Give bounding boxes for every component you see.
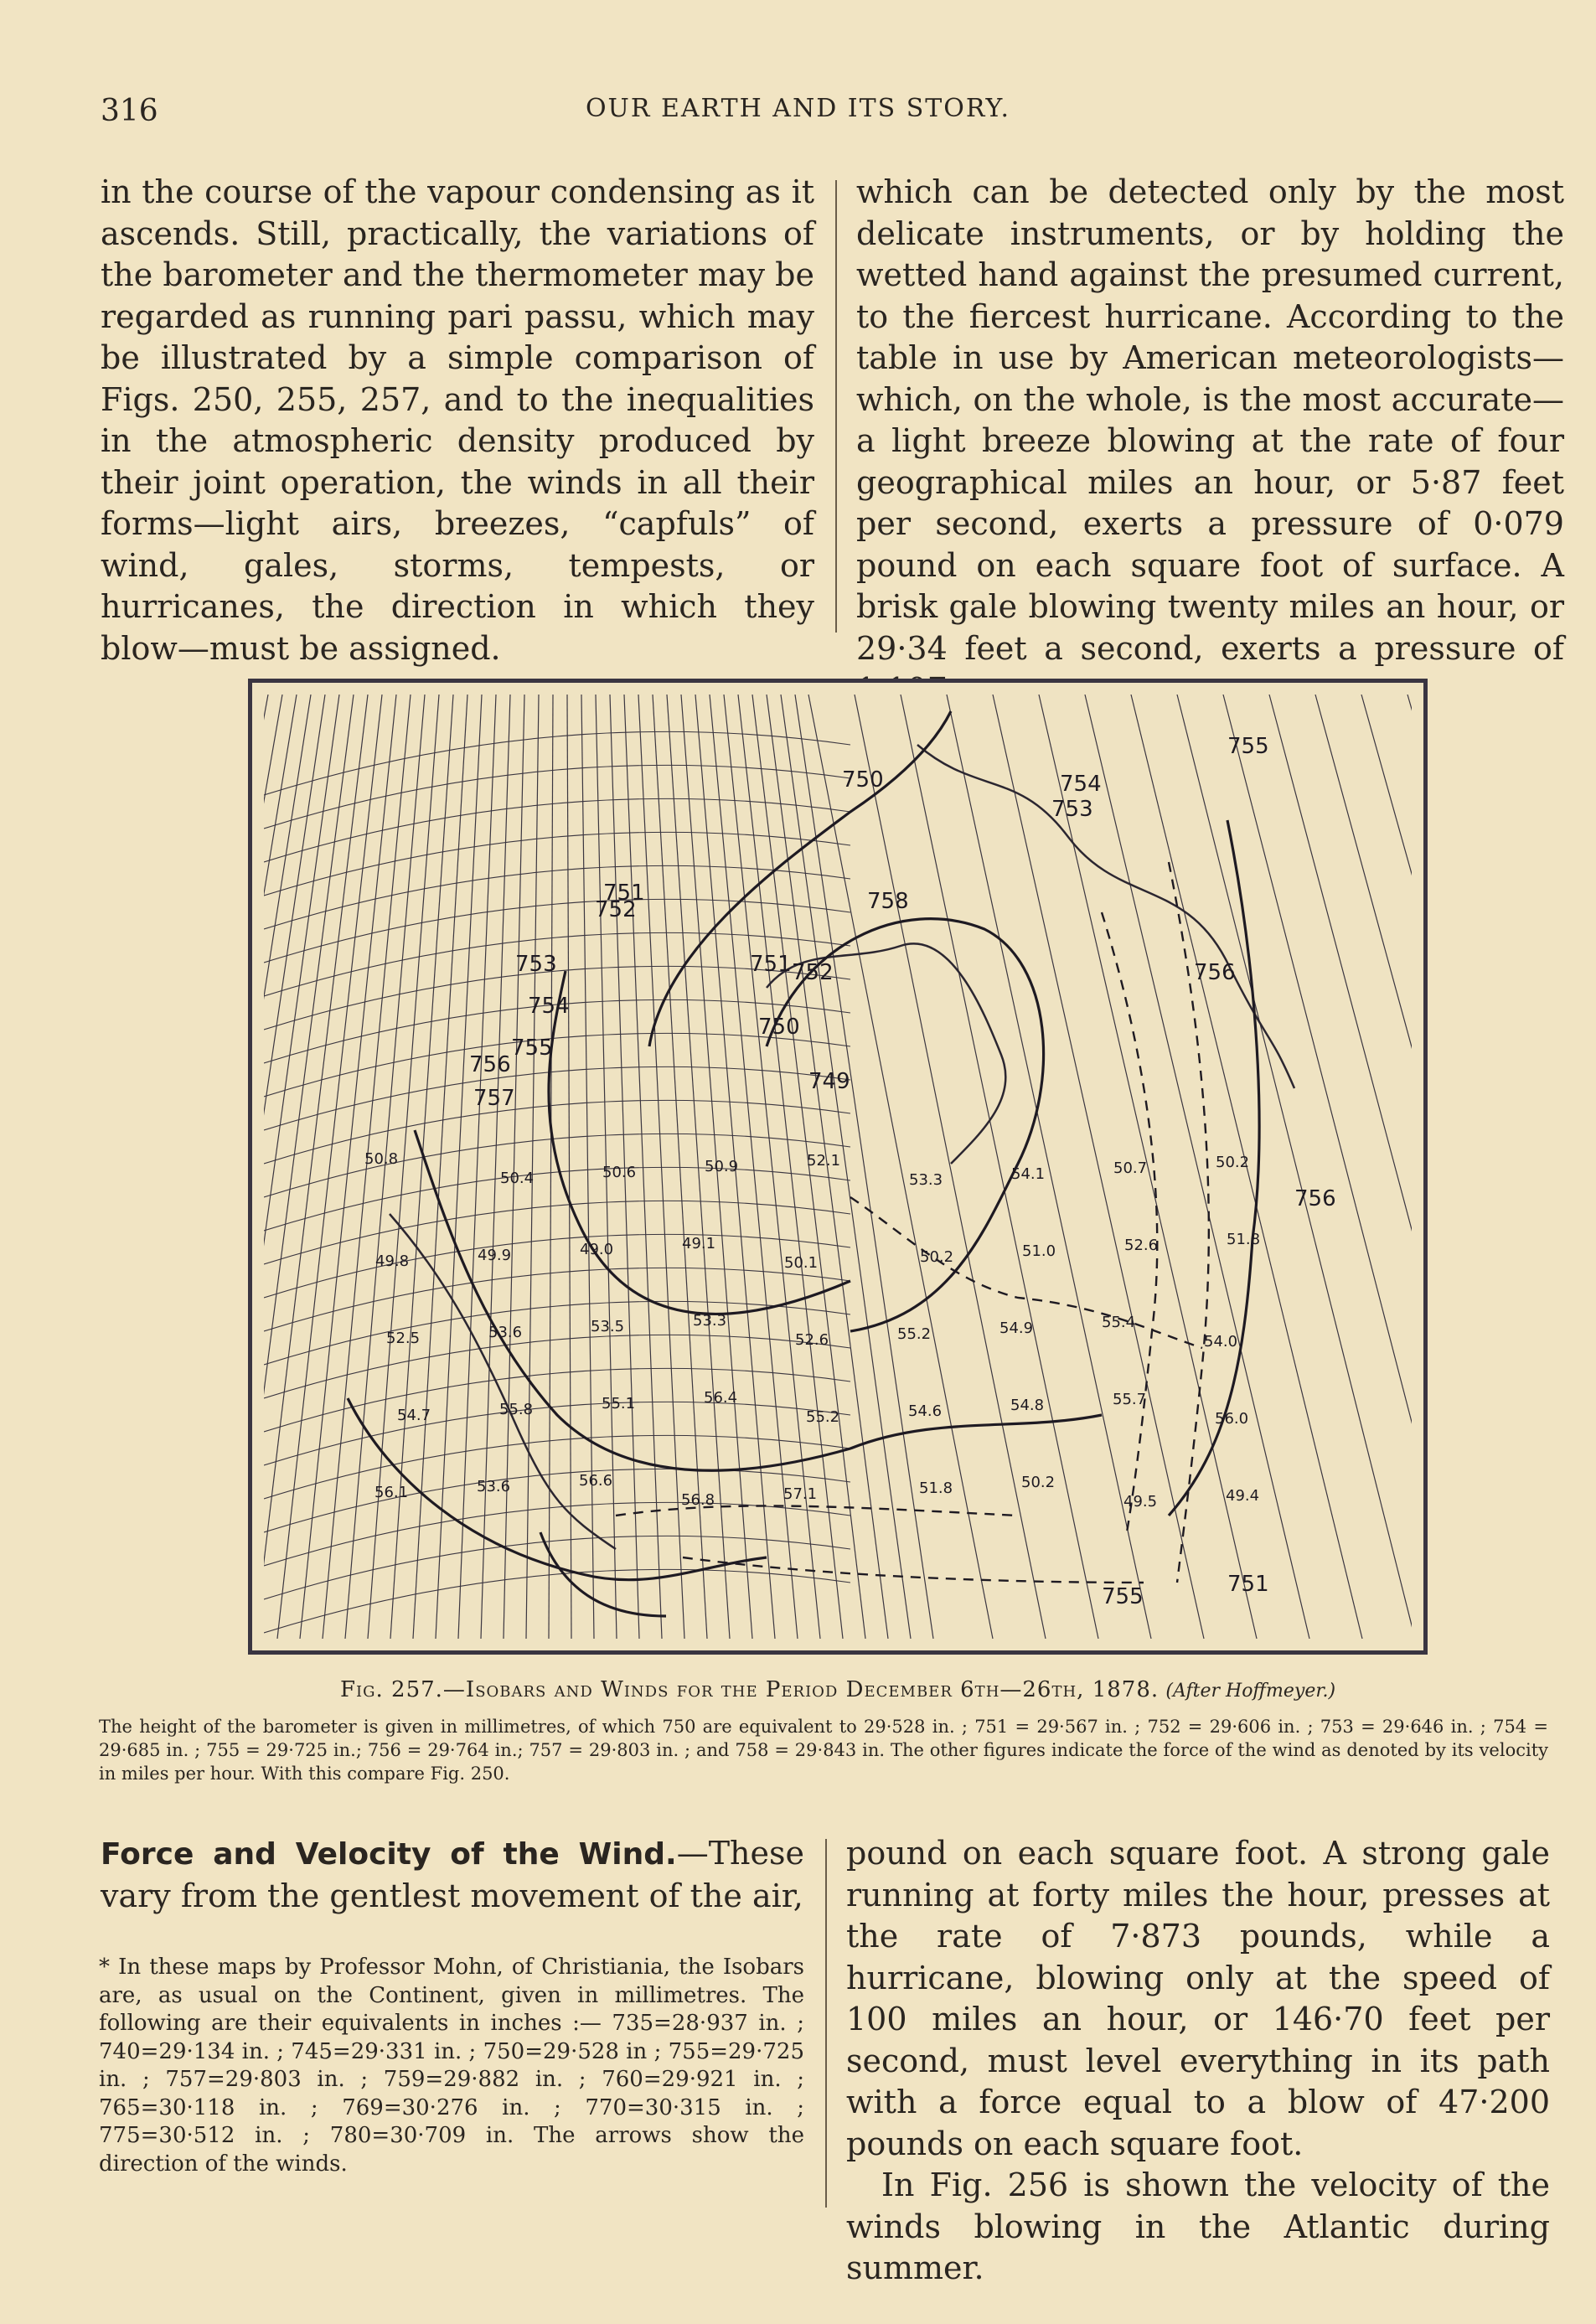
wind-speed-label: 49.8 (375, 1252, 410, 1270)
isobar-label: 756 (1194, 960, 1236, 985)
meridian-line (1407, 695, 1412, 1639)
right-bottom-paragraph-1: pound on each square foot. A strong gale running at forty miles the hour, presses at the rate of 7·873 pounds, while a hurricane, blowing only at the speed of 100 miles an hour, or 146·70 feet per second, must level everything in its path with a force equal to a blow of 47·200 pounds on each square foot. (846, 1835, 1550, 2162)
meridian-line (481, 695, 510, 1639)
wind-speed-label: 52.5 (386, 1330, 421, 1347)
meridian-line (1269, 695, 1412, 1639)
wind-speed-label: 55.4 (1102, 1314, 1136, 1331)
coastline (390, 1214, 616, 1549)
wind-speed-label: 57.1 (783, 1485, 818, 1503)
parallel-line (264, 1167, 850, 1231)
right-column-top (856, 172, 1564, 711)
isobar-label: 756 (1294, 1186, 1336, 1211)
wind-speed-label: 55.7 (1113, 1391, 1147, 1408)
isobar-label: 749 (808, 1069, 850, 1094)
wind-speed-label: 50.2 (920, 1248, 954, 1266)
wind-speed-label: 53.6 (477, 1478, 511, 1495)
isobar-label: 755 (511, 1035, 553, 1061)
parallel-line (264, 1402, 850, 1465)
wind-speed-label: 50.1 (784, 1254, 819, 1272)
isobar-label: 753 (515, 952, 557, 977)
meridian-line (526, 695, 539, 1639)
figure-caption (248, 1677, 1428, 1702)
isobar-dashed-line (1102, 912, 1157, 1532)
wind-speed-label: 50.4 (500, 1170, 535, 1187)
right-column-bottom (846, 1833, 1550, 2290)
wind-speed-label: 50.7 (1113, 1159, 1148, 1177)
footnote: * In these maps by Professor Mohn, of Christiania, the Isobars are, as usual on the Continent, given in millimetres. The following are their equivalents in inches :— 735=28·937 in. ; 740=29·134 in. ; 745=29·331 in. ; 750=29·528 in ; 755=29·725 in. ; 757=29·803 in. ; 759=29·882 in. ; 760=29·921 in. ; 765=30·118 in. ; 769=30·276 in. ; 770=30·315 in. ; 775=30·512 in. ; 780=30·709 in. The arrows show the direction of the winds. (99, 1955, 804, 2177)
wind-speed-label: 51.0 (1022, 1242, 1056, 1260)
wind-speed-label: 51.8 (919, 1480, 953, 1497)
page-header (101, 94, 1495, 136)
isobar-label: 752 (595, 897, 637, 922)
wind-speed-label: 55.8 (499, 1401, 534, 1418)
wind-speed-label: 52.6 (795, 1331, 829, 1349)
running-title: OUR EARTH AND ITS STORY. (585, 94, 1011, 123)
wind-speed-label: 54.1 (1011, 1165, 1046, 1183)
left-column-bottom (101, 1833, 804, 1917)
wind-speed-label: 54.8 (1010, 1397, 1045, 1414)
wind-speed-label: 50.6 (602, 1164, 637, 1181)
parallel-line (264, 731, 850, 795)
wind-speed-label: 55.2 (897, 1325, 932, 1343)
wind-speed-label: 50.8 (364, 1150, 399, 1168)
wind-speed-label: 56.0 (1215, 1410, 1249, 1428)
isobar-label: 754 (1060, 772, 1102, 797)
section-intro: —These vary from the gentlest movement of the air, (101, 1835, 804, 1914)
wind-speed-label: 55.1 (602, 1395, 636, 1412)
wind-speed-label: 53.3 (909, 1171, 943, 1189)
wind-speed-label: 51.8 (1227, 1231, 1261, 1248)
wind-speed-label: 53.3 (693, 1312, 727, 1330)
isobar-label: 756 (469, 1052, 511, 1077)
meridian-line (1177, 695, 1412, 1639)
wind-speed-label: 49.9 (478, 1247, 512, 1264)
wind-speed-label: 54.6 (908, 1402, 943, 1420)
parallel-line (264, 865, 850, 929)
meridian-line (413, 695, 467, 1639)
wind-speed-label: 56.8 (681, 1491, 715, 1509)
isobar-line (348, 1398, 767, 1580)
isobar-label: 755 (1102, 1584, 1144, 1609)
right-top-paragraph: which can be detected only by the most delicate instruments, or by holding the wetted hand against the presumed current, to the fiercest hurricane. According to the table in use by American meteorologists—which, on the whole, is the most accurate—a light breeze blowing at the rate of four geographical miles an hour, or 5·87 feet per second, exerts a pressure of 0·079 pound on each square foot of surface. A brisk gale blowing twenty miles an hour, or 29·34 feet a second, exerts a pressure of (856, 173, 1564, 667)
meridian-line (1315, 695, 1412, 1639)
parallel-line (264, 1033, 850, 1097)
wind-speed-label: 54.0 (1204, 1333, 1238, 1351)
isobar-label: 754 (528, 994, 570, 1019)
right-bottom-paragraph-2: In Fig. 256 is shown the velocity of the winds blowing in the Atlantic during summer. (846, 2166, 1550, 2286)
wind-speed-label: 52.6 (1124, 1237, 1159, 1254)
column-divider-bottom (825, 1839, 827, 2208)
wind-speed-label: 49.4 (1226, 1487, 1260, 1505)
wind-speed-label: 49.1 (682, 1235, 716, 1252)
wind-speed-label: 52.1 (807, 1152, 841, 1170)
wind-speed-label: 54.9 (999, 1320, 1034, 1337)
wind-speed-label: 50.2 (1216, 1154, 1250, 1171)
parallel-line (264, 832, 850, 896)
isobar-dashed-line (683, 1557, 1144, 1583)
parallel-line (264, 1301, 850, 1365)
isobar-label: 753 (1051, 797, 1093, 822)
isobar-label: 755 (1227, 734, 1269, 759)
isobar-dashed-line (616, 1505, 1018, 1516)
wind-speed-label: 56.1 (374, 1484, 409, 1501)
meridian-line (638, 695, 684, 1639)
meridian-line (504, 695, 524, 1639)
wind-speed-label: 49.5 (1123, 1493, 1158, 1511)
isobar-label: 750 (842, 767, 884, 793)
wind-speed-label: 56.4 (704, 1389, 738, 1407)
column-divider-top (835, 180, 837, 633)
caption-title: Fig. 257.—Isobars and Winds for the Period December 6th—26th, 1878. (339, 1677, 1160, 1702)
wind-speed-label: 53.5 (591, 1318, 625, 1335)
isobar-label: 752 (792, 960, 834, 985)
isobar-label: 750 (758, 1015, 800, 1040)
isobar-label: 751 (750, 952, 792, 977)
page-number: 316 (101, 94, 158, 128)
isobar-label: 751 (603, 881, 645, 906)
coastline (917, 745, 1294, 1088)
left-top-paragraph: in the course of the vapour condensing as it ascends. Still, practically, the variations of the barometer and the thermometer may be regarded as running pari passu, which may be illustrated by a simple comparison of Figs. 250, 255, 257, and to the inequalities in the atmospheric density produced by their joint operation, the winds in all their forms—light airs, breezes, “capfuls” of wind, gales, storms, tempests, or hurricanes, the direction in which they blow—must be assigned. (101, 173, 814, 667)
meridian-line (581, 695, 594, 1639)
meridian-line (264, 695, 354, 1639)
meridian-line (458, 695, 496, 1639)
parallel-line (264, 1569, 850, 1633)
meridian-line (436, 695, 482, 1639)
isobar-label: 751 (1227, 1572, 1269, 1597)
wind-speed-label: 56.6 (579, 1472, 613, 1490)
wind-speed-label: 54.7 (397, 1407, 431, 1424)
meridian-line (549, 695, 553, 1639)
section-heading: Force and Velocity of the Wind. (101, 1837, 677, 1872)
wind-speed-label: 49.0 (580, 1241, 614, 1258)
wind-speed-label: 55.2 (806, 1408, 840, 1426)
caption-credit: (After Hoffmeyer.) (1165, 1681, 1336, 1702)
meridian-line (264, 695, 368, 1639)
parallel-line (264, 1201, 850, 1264)
isobar-label: 758 (867, 889, 909, 914)
meridian-line (1361, 695, 1412, 1639)
left-column-top (101, 172, 814, 669)
wind-speed-label: 50.9 (705, 1158, 739, 1175)
isobar-map (264, 695, 1412, 1639)
meridian-line (264, 695, 339, 1639)
meridian-line (264, 695, 268, 1639)
wind-speed-label: 53.6 (488, 1324, 523, 1341)
wind-speed-label: 50.2 (1021, 1474, 1056, 1491)
parallel-line (264, 1368, 850, 1432)
isobar-map-figure (248, 679, 1428, 1655)
isobar-label: 757 (473, 1086, 515, 1111)
parallel-line (264, 1335, 850, 1398)
figure-note: The height of the barometer is given in millimetres, of which 750 are equivalent to 29·528 in. ; 751 = 29·567 in. ; 752 = 29·606 in. ; 753 = 29·646 in. ; 754 = 29·685 in. ; 755 = 29·725 in.; 756 = 29·764 in.; 757 = 29·803 in. ; and 758 = 29·843 in. The other figures indicate the force of the wind as denoted by its velocity in miles per hour. With this compare Fig. 250. (99, 1717, 1548, 1784)
